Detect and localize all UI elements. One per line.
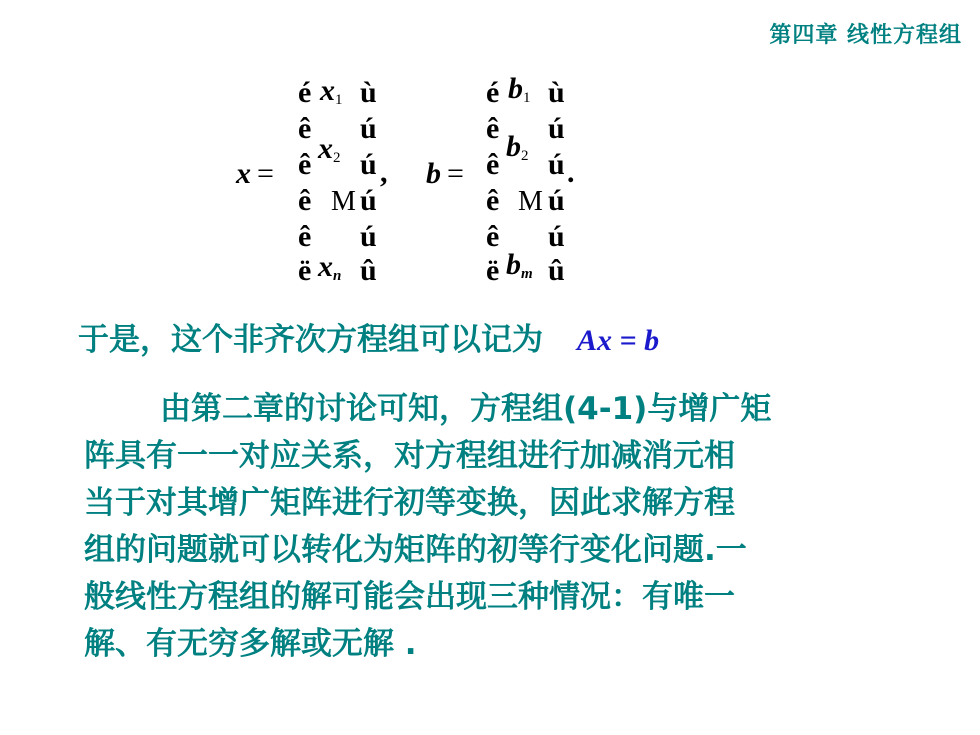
b-symbol: b <box>426 157 441 190</box>
b-vertical-dots: M <box>518 186 543 217</box>
paragraph-line: 阵具有一一对应关系，对方程组进行加减消元相 <box>84 438 735 474</box>
chapter-header: 第四章 线性方程组 <box>769 23 962 48</box>
period: . <box>567 156 575 189</box>
b-bracket-mid-left-4: ê <box>486 220 500 253</box>
paragraph-line: 当于对其增广矩阵进行初等变换，因此求解方程 <box>84 485 735 521</box>
b-equals <box>426 157 464 191</box>
equals-sign-b: = <box>447 157 464 190</box>
x-entry-n: $x_n$ <box>318 250 342 284</box>
x-bracket-mid-right-4: ú <box>360 220 377 253</box>
x-entry-1: $x_1$ <box>320 74 343 108</box>
b-bracket-mid-left-2: ê <box>486 148 500 181</box>
b-bracket-mid-right-4: ú <box>548 220 565 253</box>
x-entry-2: $x_2$ <box>318 132 341 166</box>
x-bracket-top-right: ù <box>360 76 377 109</box>
x-bracket-mid-left-3: ê <box>298 184 312 217</box>
x-bracket-mid-left-4: ê <box>298 220 312 253</box>
x-symbol: x <box>236 157 251 190</box>
b-bracket-mid-left-1: ê <box>486 112 500 145</box>
b-bracket-mid-left-3: ê <box>486 184 500 217</box>
x-equals <box>236 157 274 191</box>
b-entry-1: $b_1$ <box>508 72 531 106</box>
paragraph-line: 由第二章的讨论可知，方程组(4-1)与增广矩 <box>160 391 772 427</box>
x-bracket-mid-left-2: ê <box>298 148 312 181</box>
b-bracket-mid-right-2: ú <box>548 148 565 181</box>
x-vertical-dots: M <box>331 186 356 217</box>
equals-sign-x: = <box>257 157 274 190</box>
x-bracket-mid-right-3: ú <box>360 184 377 217</box>
b-bracket-mid-right-1: ú <box>548 112 565 145</box>
paragraph-line: 组的问题就可以转化为矩阵的初等行变化问题.一 <box>84 532 747 568</box>
b-bracket-top-left: é <box>486 76 500 109</box>
b-bracket-top-right: ù <box>548 76 565 109</box>
x-bracket-mid-left-1: ê <box>298 112 312 145</box>
summary-line <box>78 314 659 359</box>
matrix-equation: Ax = b <box>577 324 660 357</box>
b-entry-2: $b_2$ <box>506 130 529 164</box>
summary-text: 于是，这个非齐次方程组可以记为 <box>78 322 543 358</box>
x-bracket-bottom-right: û <box>360 254 377 287</box>
x-bracket-top-left: é <box>298 76 312 109</box>
paragraph-line: 解、有无穷多解或无解 . <box>84 626 417 662</box>
b-entry-m: $b_m$ <box>506 248 533 282</box>
b-bracket-bottom-right: û <box>548 254 565 287</box>
x-bracket-mid-right-2: ú <box>360 148 377 181</box>
paragraph-line: 般线性方程组的解可能会出现三种情况：有唯一 <box>84 579 735 615</box>
comma: , <box>380 156 388 189</box>
x-bracket-bottom-left: ë <box>298 254 312 287</box>
b-bracket-mid-right-3: ú <box>548 184 565 217</box>
vector-definition-equation <box>0 0 980 300</box>
x-bracket-mid-right-1: ú <box>360 112 377 145</box>
explanation-paragraph <box>84 386 904 668</box>
b-bracket-bottom-left: ë <box>486 254 500 287</box>
